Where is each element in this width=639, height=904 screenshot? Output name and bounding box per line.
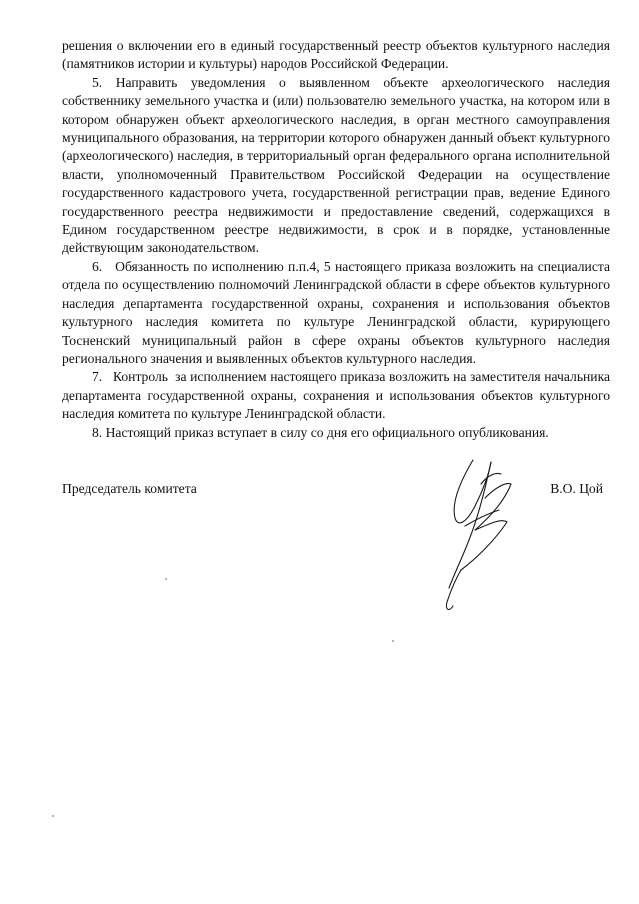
scan-speck [52,815,54,817]
handwritten-signature [425,440,535,620]
document-body [62,37,610,442]
signatory-name: В.О. Цой [550,481,603,496]
paragraph-7: 7. Контроль за исполнением настоящего приказа возложить на заместителя начальника департамента государственной охраны, сохранения и использования объектов культурного наследия комитета по культуре Ленинградской области. [62,369,610,422]
paragraph-5: 5. Направить уведомления о выявленном объекте археологического наследия собственнику земельного участка и (или) пользователю земельного участка, на котором или в котором обнаружен объект археологического наследия, в орган местного самоуправления муниципального образования, на территории которого обнаружен данный объект культурного (археологического) наследия, в территориальный орган федерального органа исполнительной власти, уполномоченный Правительством Российской Федерации на осуществление государственного кадастрового учета, государственной регистрации прав, ведение Единого государственного реестра недвижимости и предоставление сведений, содержащихся в Едином государственном реестре недвижимости, в срок и в порядке, установленные действующим законодательством. [62,74,610,256]
paragraph-8: 8. Настоящий приказ вступает в силу со дня его официального опубликования. [92,424,549,440]
scan-speck [165,578,167,580]
scan-speck [392,640,394,642]
signatory-position: Председатель комитета [62,481,197,496]
paragraph-continuation: решения о включении его в единый государственный реестр объектов культурного наследия (памятников истории и культуры) народов Российской Федерации. [62,38,610,72]
paragraph-6: 6. Обязанность по исполнению п.п.4, 5 настоящего приказа возложить на специалиста отдела по осуществлению полномочий Ленинградской области в сфере объектов культурного наследия департамента государственной охраны, сохранения и использования объектов культурного наследия комитета по культуре Ленинградской области, курирующего Тосненский муниципальный район в сфере охраны объектов культурного наследия регионального значения и выявленных объектов культурного наследия. [62,258,610,366]
